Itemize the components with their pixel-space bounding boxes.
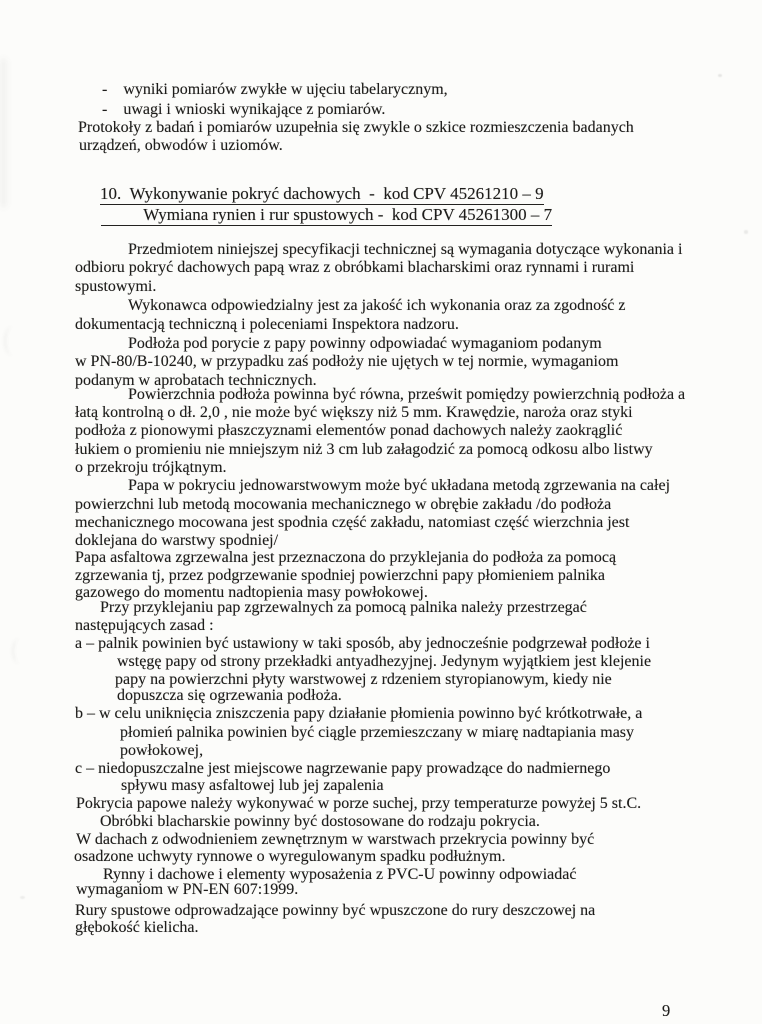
text-line: osadzone uchwyty rynnowe o wyregulowanym spadku podłużnym. — [74, 848, 506, 865]
text-line: odbioru pokryć dachowych papą wraz z obróbkami blacharskimi oraz rynnami i rurami — [75, 259, 635, 276]
text-line: podłoża z pionowymi płaszczyznami elementów ponad dachowych należy zaokrąglić — [75, 422, 623, 439]
text-line: Wykonawca odpowiedzialny jest za jakość ich wykonania oraz za zgodność z — [128, 297, 626, 314]
text-line: łatą kontrolną o dł. 2,0 , nie może być większy niż 5 mm. Krawędzie, naroża oraz styki — [75, 404, 633, 421]
text-line: Papa asfaltowa zgrzewalna jest przeznaczona do przyklejania do podłoża za pomocą — [75, 549, 617, 566]
text-line: b – w celu uniknięcia zniszczenia papy działanie płomienia powinno być krótkotrwałe, a — [75, 705, 643, 722]
section-heading-line — [100, 184, 544, 205]
text-line: podanym w aprobatach technicznych. — [75, 372, 317, 389]
text-line: mechanicznego mocowana jest spodnia część zakładu, natomiast część wierzchnia jest — [75, 514, 630, 531]
text-line: Protokoły z badań i pomiarów uzupełnia się zwykle o szkice rozmieszczenia badanych — [78, 119, 634, 136]
text-line: wymaganiom w PN-EN 607:1999. — [76, 881, 299, 898]
text-line: Obróbki blacharskie powinny być dostosowane do rodzaju pokrycia. — [100, 813, 540, 830]
text-line: Rury spustowe odprowadzające powinny być wpuszczone do rury deszczowej na — [75, 902, 596, 919]
text-line: o przekroju trójkątnym. — [75, 459, 227, 476]
text-line: Pokrycia papowe należy wykonywać w porze suchej, przy temperaturze powyżej 5 st.C. — [76, 795, 642, 812]
page-number: 9 — [662, 1001, 671, 1020]
text-line: Papa w pokryciu jednowarstwowym może być układana metodą zgrzewania na całej — [128, 477, 671, 494]
text-line: urządzeń, obwodów i uziomów. — [79, 137, 283, 154]
text-line: dopuszcza się ogrzewania podłoża. — [117, 687, 342, 704]
text-line: Przy przyklejaniu pap zgrzewalnych za pomocą palnika należy przestrzegać — [100, 599, 587, 616]
text-line: spływu masy asfaltowej lub jej zapalenia — [121, 777, 384, 794]
text-line: Rynny i dachowe i elementy wyposażenia z PVC-U powinny odpowiadać — [103, 866, 577, 883]
list-item: - wyniki pomiarów zwykłe w ujęciu tabelarycznym, — [102, 81, 448, 98]
heading-underlined-text: Wymiana rynien i rur spustowych - kod CPV 45261300 – 7 — [101, 205, 553, 224]
text-line: wstęgę papy od strony przekładki antyadhezyjnej. Jedynym wyjątkiem jest klejenie — [117, 653, 652, 670]
text-line: następujących zasad : — [75, 617, 214, 634]
text-line: powłokowej, — [120, 742, 204, 759]
text-line: W dachach z odwodnieniem zewnętrznym w warstwach przekrycia powinny być — [76, 831, 595, 848]
text-line: gazowego do momentu nadtopienia masy powłokowej. — [75, 584, 428, 601]
text-line: a – palnik powinien być ustawiony w taki sposób, aby jednocześnie podgrzewał podłoże i — [75, 635, 650, 652]
text-line: spustowymi. — [75, 278, 157, 295]
text-line: łukiem o promieniu nie mniejszym niż 3 cm lub załagodzić za pomocą odkosu albo listwy — [75, 441, 653, 458]
text-line: doklejana do warstwy spodniej/ — [75, 532, 279, 549]
text-line: Podłoża pod porycie z papy powinny odpowiadać wymaganiom podanym — [128, 335, 602, 352]
text-line: Przedmiotem niniejszej specyfikacji technicznej są wymagania dotyczące wykonania i — [128, 241, 683, 258]
section-heading-line — [101, 205, 552, 226]
text-line: głębokość kielicha. — [75, 919, 199, 936]
text-line: powierzchni lub metodą mocowania mechanicznego w obrębie zakładu /do podłoża — [75, 496, 612, 513]
list-item: - uwagi i wnioski wynikające z pomiarów. — [102, 101, 386, 118]
heading-underlined-text: 10. Wykonywanie pokryć dachowych - kod CPV 45261210 – 9 — [100, 184, 544, 203]
text-line: c – niedopuszczalne jest miejscowe nagrzewanie papy prowadzące do nadmiernego — [75, 760, 611, 777]
text-line: Powierzchnia podłoża powinna być równa, prześwit pomiędzy powierzchnią podłoża a — [128, 386, 686, 403]
text-line: płomień palnika powinien być ciągle przemieszczany w miarę nadtapiania masy — [120, 724, 635, 741]
text-line: w PN-80/B-10240, w przypadku zaś podłoży nie ujętych w tej normie, wymaganiom — [75, 353, 619, 370]
text-line: zgrzewania tj, przez podgrzewanie spodniej powierzchni papy płomieniem palnika — [75, 567, 606, 584]
text-line: papy na powierzchni płyty warstwowej z rdzeniem styropianowym, kiedy nie — [115, 671, 612, 688]
text-line: dokumentacją techniczną i poleceniami Inspektora nadzoru. — [75, 316, 459, 333]
